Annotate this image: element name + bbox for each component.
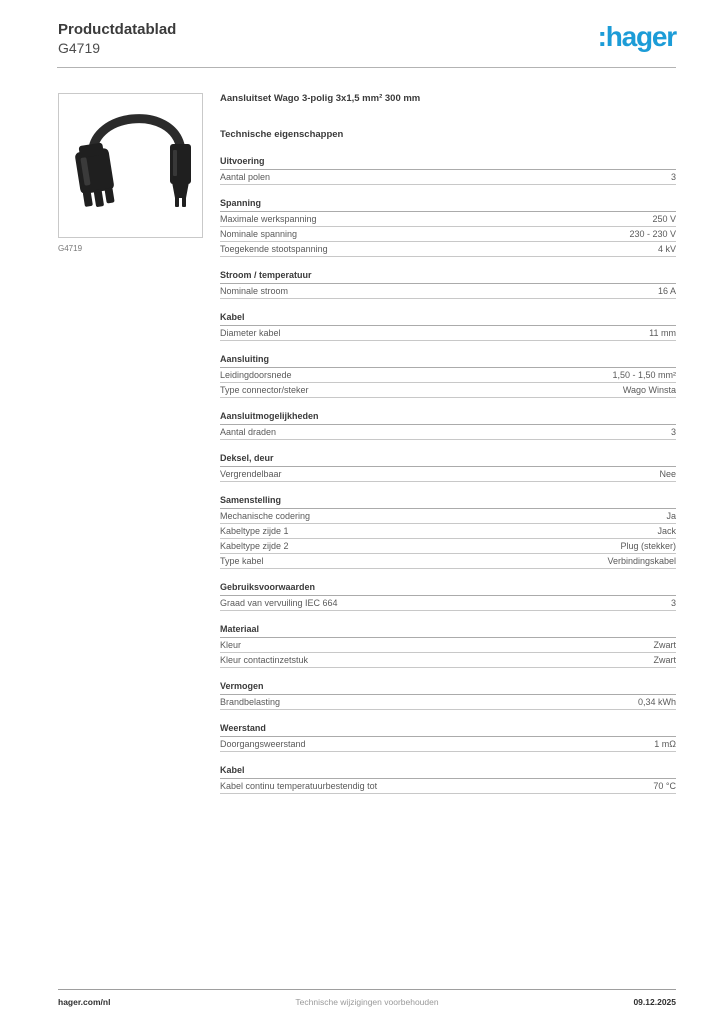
spec-row (220, 467, 676, 482)
spec-row-value: 70 °C (653, 781, 676, 791)
spec-section-title: Gebruiksvoorwaarden (220, 582, 676, 596)
spec-section (220, 723, 676, 752)
spec-row (220, 737, 676, 752)
spec-section-title: Spanning (220, 198, 676, 212)
spec-row-label: Kabeltype zijde 1 (220, 526, 289, 536)
spec-row-label: Brandbelasting (220, 697, 281, 707)
spec-row-label: Doorgangsweerstand (220, 739, 306, 749)
spec-section (220, 495, 676, 569)
spec-row-label: Leidingdoorsnede (220, 370, 292, 380)
spec-section (220, 270, 676, 299)
spec-row-value: Zwart (653, 640, 676, 650)
spec-row (220, 242, 676, 257)
spec-row-value: 3 (670, 172, 676, 182)
spec-row-value: Ja (666, 511, 676, 521)
spec-section-title: Kabel (220, 312, 676, 326)
spec-row-value: 4 kV (657, 244, 676, 254)
hager-logo: :hager (597, 21, 676, 52)
footer-row (58, 997, 676, 1007)
spec-row-label: Kleur contactinzetstuk (220, 655, 309, 665)
spec-section-title: Materiaal (220, 624, 676, 638)
spec-section (220, 312, 676, 341)
main-content (58, 93, 676, 794)
spec-row (220, 524, 676, 539)
spec-row-value: 1,50 - 1,50 mm² (612, 370, 676, 380)
spec-row-value: Nee (659, 469, 676, 479)
spec-row-label: Kabel continu temperatuurbestendig tot (220, 781, 378, 791)
spec-section (220, 765, 676, 794)
product-image-column (58, 93, 203, 253)
spec-row-label: Nominale stroom (220, 286, 289, 296)
footer-website-link[interactable]: hager.com/nl (58, 997, 111, 1007)
spec-section-title: Samenstelling (220, 495, 676, 509)
spec-row (220, 383, 676, 398)
footer-date: 09.12.2025 (633, 997, 676, 1007)
spec-section (220, 624, 676, 668)
spec-row-value: Verbindingskabel (607, 556, 676, 566)
spec-row-value: 230 - 230 V (629, 229, 676, 239)
spec-section-title: Vermogen (220, 681, 676, 695)
product-name: Aansluitset Wago 3-polig 3x1,5 mm² 300 mm (220, 93, 421, 104)
spec-row-label: Aantal draden (220, 427, 277, 437)
spec-row-value: 3 (670, 598, 676, 608)
spec-row-label: Kabeltype zijde 2 (220, 541, 289, 551)
spec-section (220, 582, 676, 611)
spec-row-value: 3 (670, 427, 676, 437)
spec-row (220, 539, 676, 554)
spec-row (220, 170, 676, 185)
spec-section-title: Stroom / temperatuur (220, 270, 676, 284)
spec-row-value: 250 V (652, 214, 676, 224)
spec-row (220, 284, 676, 299)
spec-row (220, 212, 676, 227)
spec-row-label: Maximale werkspanning (220, 214, 317, 224)
footer-disclaimer: Technische wijzigingen voorbehouden (295, 997, 439, 1007)
spec-section-title: Aansluitmogelijkheden (220, 411, 676, 425)
spec-row (220, 779, 676, 794)
spec-section-title: Weerstand (220, 723, 676, 737)
spec-row (220, 596, 676, 611)
spec-row-label: Type connector/steker (220, 385, 309, 395)
spec-section (220, 411, 676, 440)
page-title: Productdatablad (58, 21, 177, 38)
spec-row (220, 638, 676, 653)
spec-row (220, 653, 676, 668)
product-image-caption: G4719 (58, 244, 83, 253)
spec-row-value: 1 mΩ (654, 739, 676, 749)
spec-row-value: Wago Winsta (622, 385, 676, 395)
spec-sections (220, 156, 676, 794)
spec-section (220, 156, 676, 185)
spec-row-label: Aantal polen (220, 172, 271, 182)
spec-row-value: 11 mm (649, 328, 676, 338)
spec-row-label: Toegekende stootspanning (220, 244, 328, 254)
spec-section-title: Uitvoering (220, 156, 676, 170)
spec-section-title: Deksel, deur (220, 453, 676, 467)
spec-row-value: Plug (stekker) (620, 541, 676, 551)
spec-row-label: Nominale spanning (220, 229, 298, 239)
spec-row-label: Graad van vervuiling IEC 664 (220, 598, 338, 608)
product-image (58, 93, 203, 238)
spec-row-label: Type kabel (220, 556, 264, 566)
spec-row-value: Jack (657, 526, 676, 536)
spec-section (220, 354, 676, 398)
spec-row (220, 326, 676, 341)
spec-column (220, 93, 676, 794)
spec-section-title: Aansluiting (220, 354, 676, 368)
product-code: G4719 (58, 40, 101, 56)
spec-row (220, 509, 676, 524)
spec-section (220, 681, 676, 710)
spec-section-title: Kabel (220, 765, 676, 779)
spec-row (220, 227, 676, 242)
spec-row-label: Mechanische codering (220, 511, 311, 521)
spec-row-label: Vergrendelbaar (220, 469, 282, 479)
cable-photo-illustration (59, 94, 202, 237)
header-divider (57, 67, 676, 68)
spec-row-value: Zwart (653, 655, 676, 665)
spec-row (220, 554, 676, 569)
spec-section (220, 198, 676, 257)
spec-row-label: Diameter kabel (220, 328, 281, 338)
spec-row-label: Kleur (220, 640, 242, 650)
header (58, 20, 676, 57)
spec-row-value: 16 A (657, 286, 676, 296)
spec-row (220, 368, 676, 383)
footer (58, 989, 676, 1007)
spec-section (220, 453, 676, 482)
tech-properties-heading: Technische eigenschappen (220, 129, 344, 140)
spec-row-value: 0,34 kWh (637, 697, 676, 707)
spec-row (220, 425, 676, 440)
spec-row (220, 695, 676, 710)
